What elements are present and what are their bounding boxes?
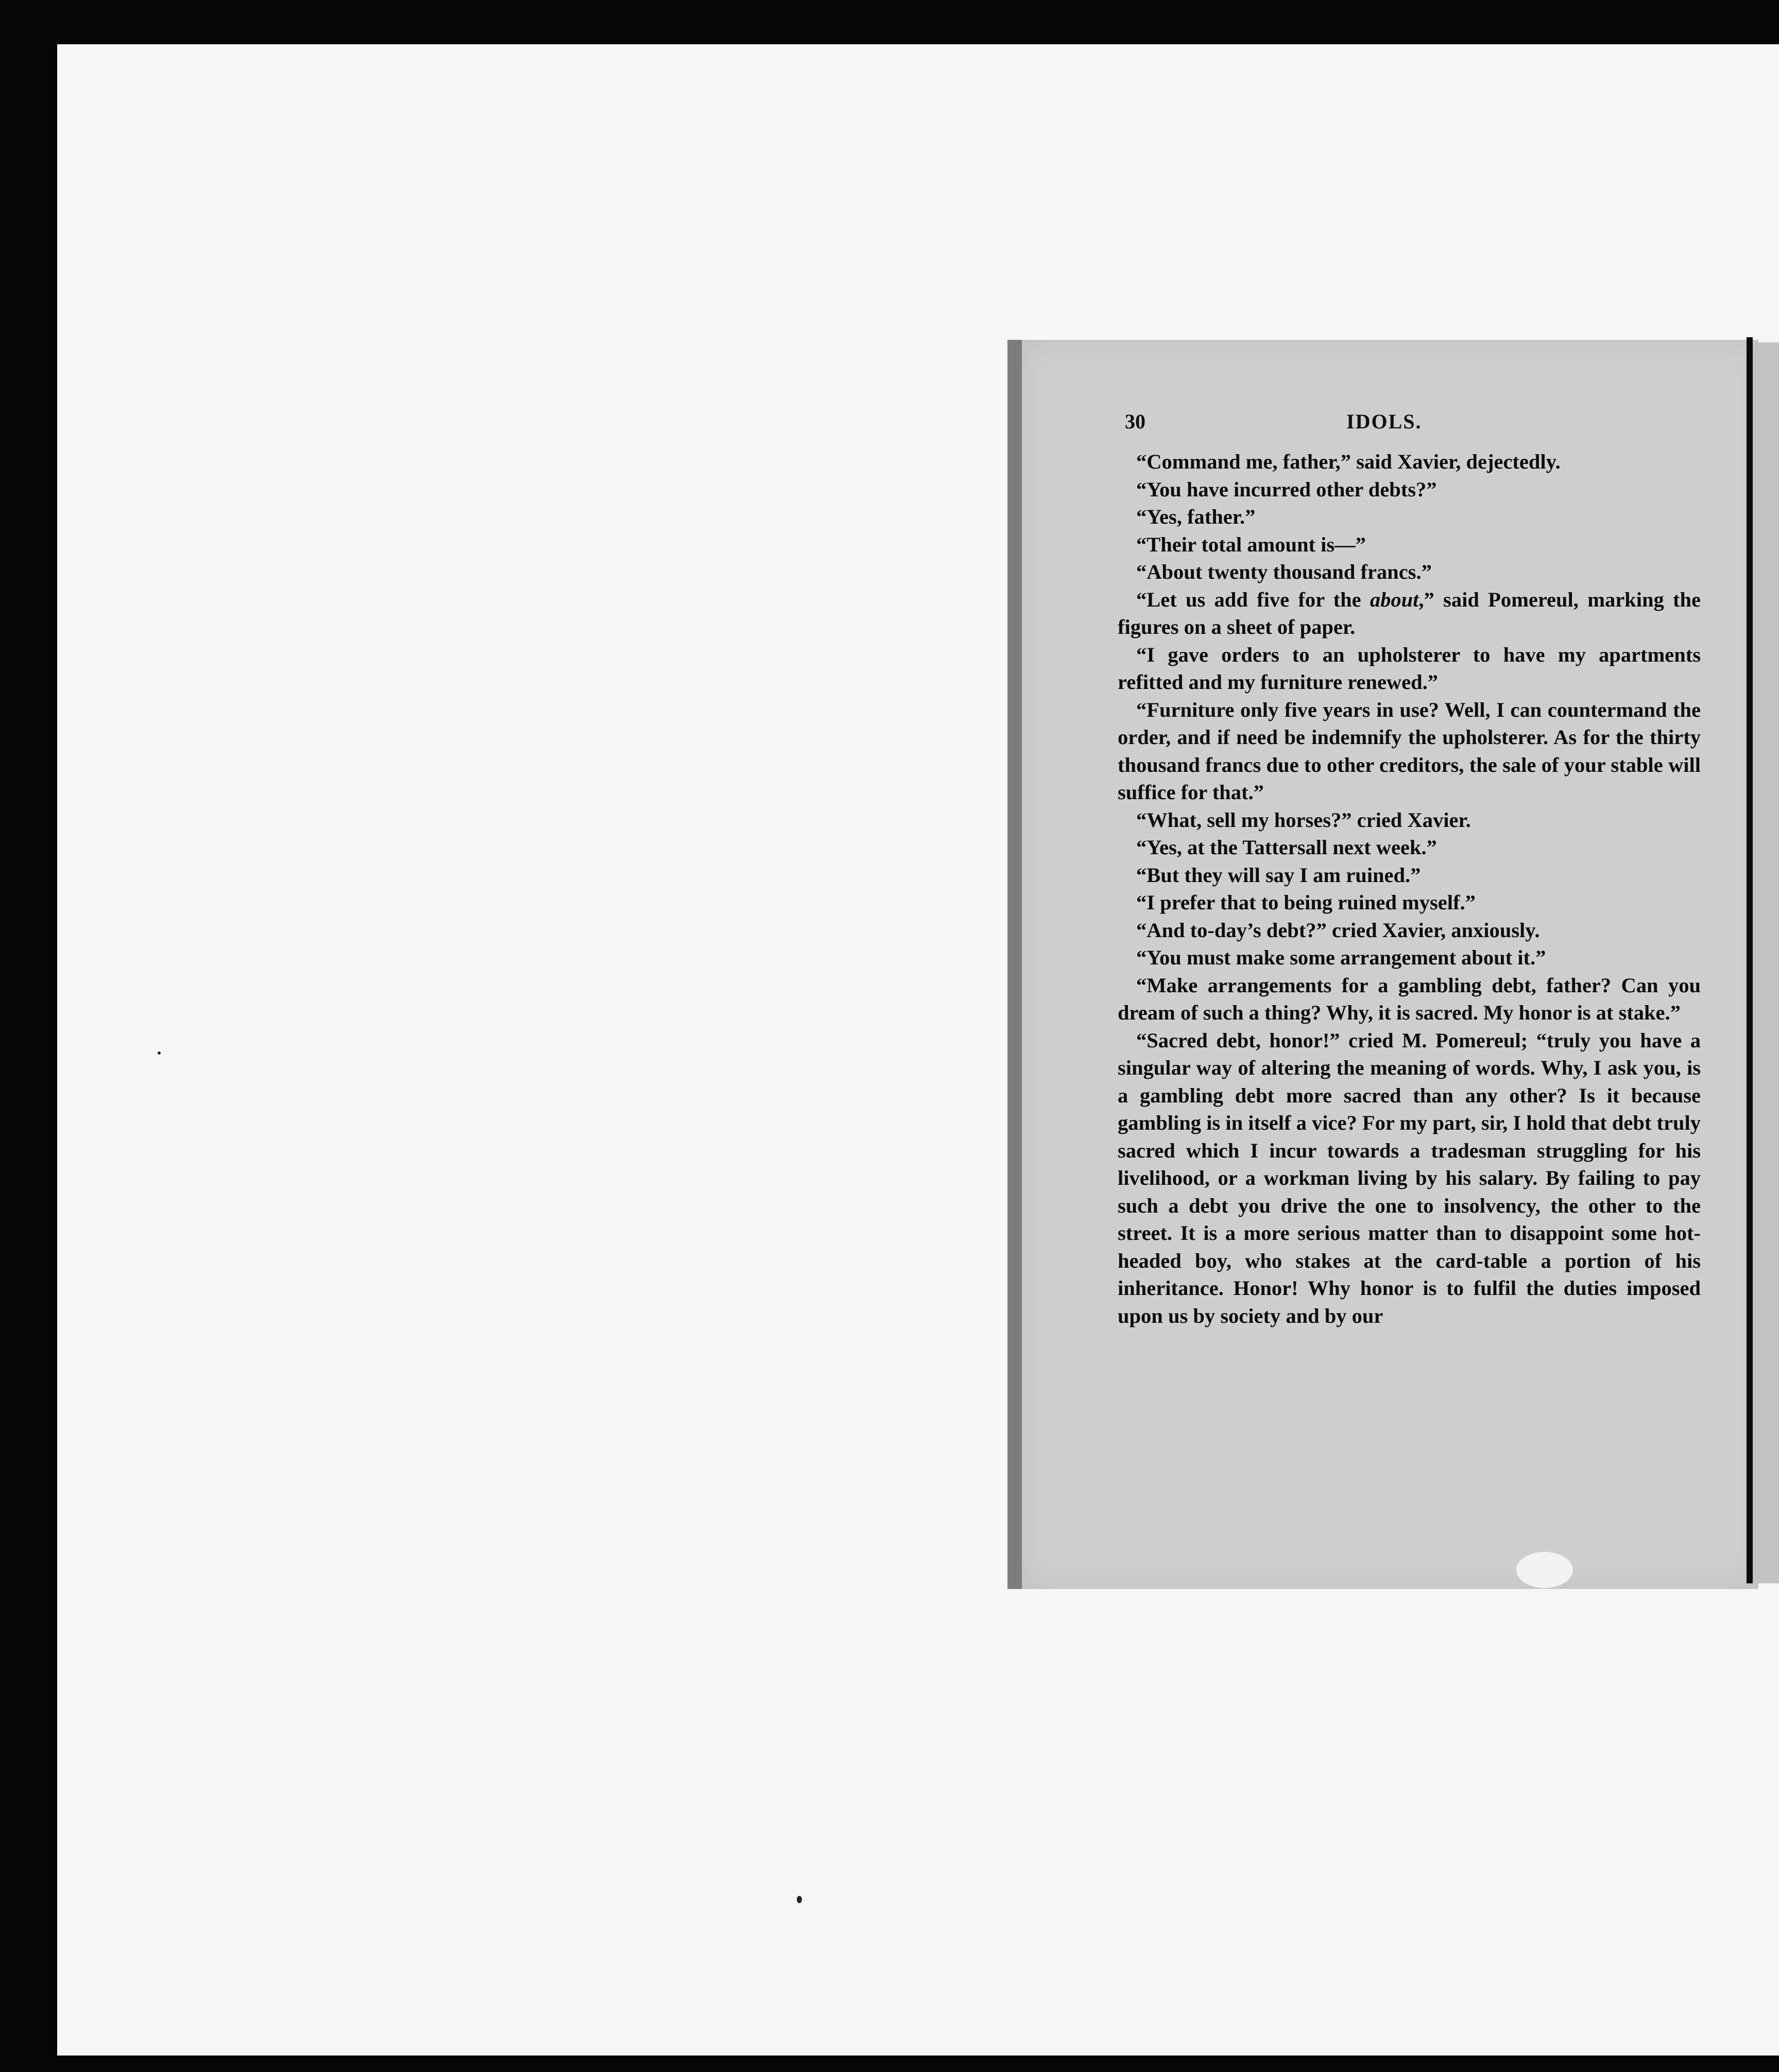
book-gutter xyxy=(1747,337,1753,1583)
paragraph: “Yes, father.” xyxy=(1136,505,1256,528)
paragraph: “I prefer that to being ruined myself.” xyxy=(1136,891,1476,914)
dust-speck xyxy=(158,1051,161,1055)
body-text xyxy=(1118,448,1701,1329)
paragraph: “About twenty thousand francs.” xyxy=(1136,560,1432,583)
paragraph: “Sacred debt, honor!” cried M. Pomereul; “truly you have a singular way of altering the meaning of words. Why, I ask you, is a gambling debt more sacred than any other? Is it because gambling is in itself a vice? For my part, sir, I hold that debt truly sacred which I incur towards a tradesman struggling for his livelihood, or a workman living by his salary. By failing to pay such a debt you drive the one to insolvency, the other to the street. It is a more serious matter than to disappoint some hot-headed boy, who stakes at the card-table a portion of his inheritance. Honor! Why honor is to fulfil the duties imposed upon us by society and by our xyxy=(1118,1028,1701,1327)
paragraph: “Yes, at the Tattersall next week.” xyxy=(1136,836,1437,859)
paragraph: “You have incurred other debts?” xyxy=(1136,477,1437,501)
page-number: 30 xyxy=(1125,410,1145,433)
paragraph: “But they will say I am ruined.” xyxy=(1136,863,1421,887)
paragraph: “Furniture only five years in use? Well, I can countermand the order, and if need be indemnify the upholsterer. As for the thirty thousand francs due to other creditors, the sale of your stable will suffice for that.” xyxy=(1118,698,1701,804)
paragraph: “What, sell my horses?” cried Xavier. xyxy=(1136,808,1471,832)
paragraph: “Make arrangements for a gambling debt, father? Can you dream of such a thing? Why, it is sacred. My honor is at stake.” xyxy=(1118,973,1701,1024)
facing-page-edge xyxy=(1753,342,1779,1583)
paragraph: “Command me, father,” said Xavier, dejectedly. xyxy=(1136,450,1561,473)
running-head: IDOLS. xyxy=(1346,410,1422,433)
paragraph: “You must make some arrangement about it.” xyxy=(1136,946,1546,969)
page-header xyxy=(1125,409,1681,440)
italic-word: about xyxy=(1370,588,1419,611)
dust-speck xyxy=(797,1896,802,1903)
page-stain xyxy=(1516,1552,1573,1588)
book-page xyxy=(1007,340,1758,1589)
paragraph: “And to-day’s debt?” cried Xavier, anxiously. xyxy=(1136,918,1540,942)
paragraph: “Let us add five for the about,” said Pomereul, marking the figures on a sheet of paper. xyxy=(1118,588,1701,638)
paragraph: “Their total amount is—” xyxy=(1136,532,1366,556)
paragraph: “I gave orders to an upholsterer to have my apartments refitted and my furniture renewed.” xyxy=(1118,643,1701,694)
